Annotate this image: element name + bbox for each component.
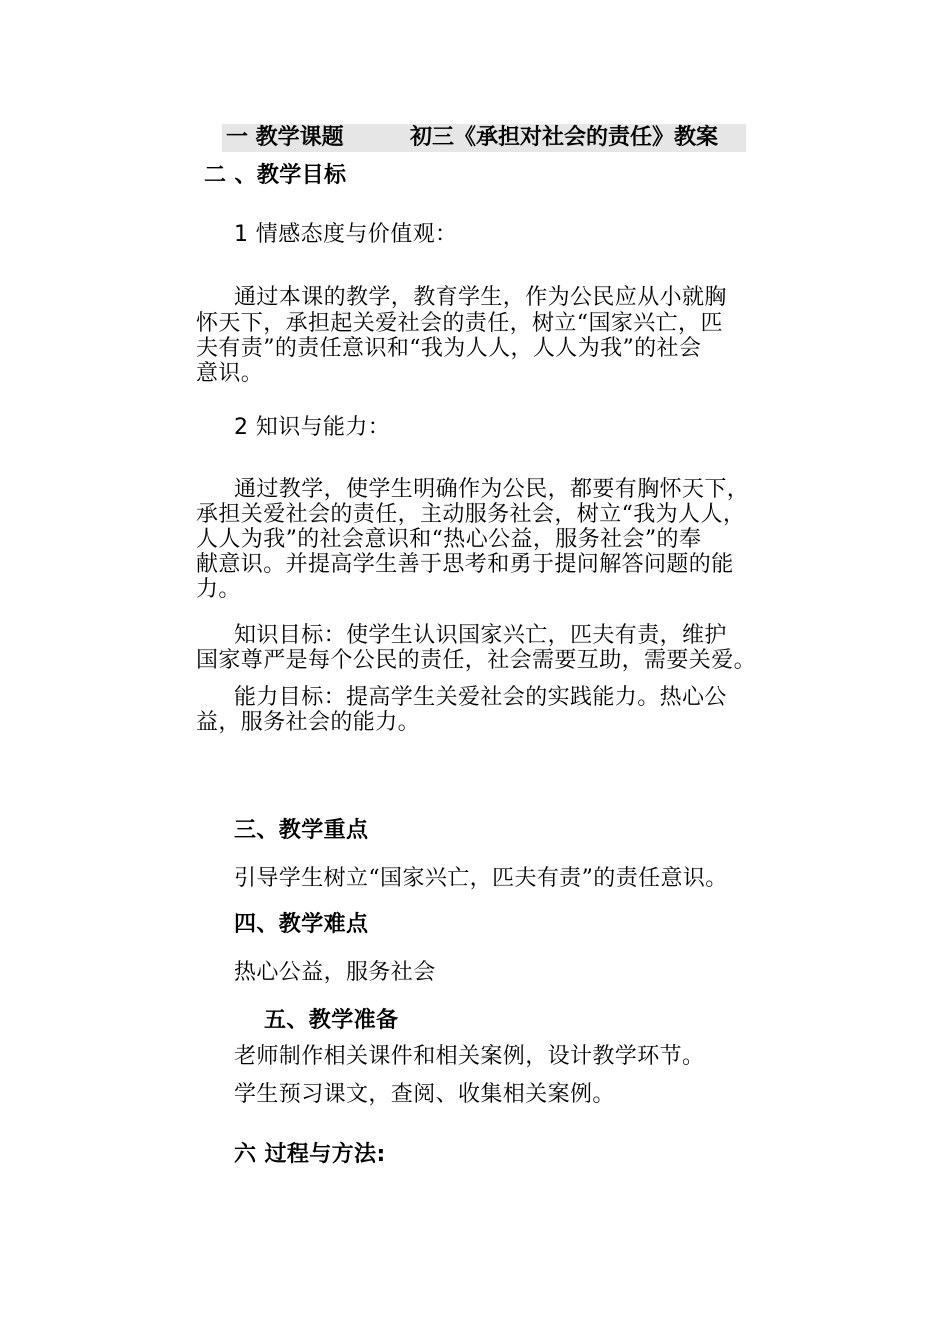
para1-line-1: 通过本课的教学，教育学生，作为公民应从小就胸 [234,285,727,310]
para1-line-4: 意识。 [196,361,264,386]
section-heading-objectives: 二 、教学目标 [204,163,347,188]
section-heading-key-points: 三、教学重点 [234,818,369,843]
para1-line-3: 夫有责”的责任意识和“我为人人，人人为我”的社会 [196,336,702,361]
para2-line-5: 力。 [196,577,241,602]
key-points-text: 引导学生树立“国家兴亡，匹夫有责”的责任意识。 [234,866,728,891]
preparation-student-text: 学生预习课文，查阅、收集相关案例。 [234,1082,615,1107]
lesson-title: 初三《承担对社会的责任》教案 [410,125,719,150]
para4-line-2: 益，服务社会的能力。 [196,710,421,735]
subheading-attitude-values: 1 情感态度与价值观： [234,222,458,247]
section-heading-difficulties: 四、教学难点 [234,912,369,937]
para3-line-2: 国家尊严是每个公民的责任，社会需要互助，需要关爱。 [196,648,757,673]
para3-line-1: 知识目标：使学生认识国家兴亡，匹夫有责，维护 [234,623,727,648]
para1-line-2: 怀天下，承担起关爱社会的责任，树立“国家兴亡，匹 [196,311,723,336]
para2-line-1: 通过教学，使学生明确作为公民，都要有胸怀天下， [234,477,750,502]
subheading-knowledge-ability: 2 知识与能力： [234,415,391,440]
preparation-teacher-text: 老师制作相关课件和相关案例，设计教学环节。 [234,1044,705,1069]
difficulties-text: 热心公益，服务社会 [234,960,436,985]
lesson-topic-label: 一 教学课题 [226,125,344,150]
section-heading-preparation: 五、教学准备 [264,1008,399,1033]
para2-line-3: 人人为我”的社会意识和“热心公益，服务社会”的奉 [196,527,702,552]
para2-line-2: 承担关爱社会的责任，主动服务社会，树立“我为人人， [196,502,746,527]
para4-line-1: 能力目标：提高学生关爱社会的实践能力。热心公 [234,685,727,710]
para2-line-4: 献意识。并提高学生善于思考和勇于提问解答问题的能 [196,552,734,577]
section-heading-process-methods: 六 过程与方法: [234,1142,386,1167]
